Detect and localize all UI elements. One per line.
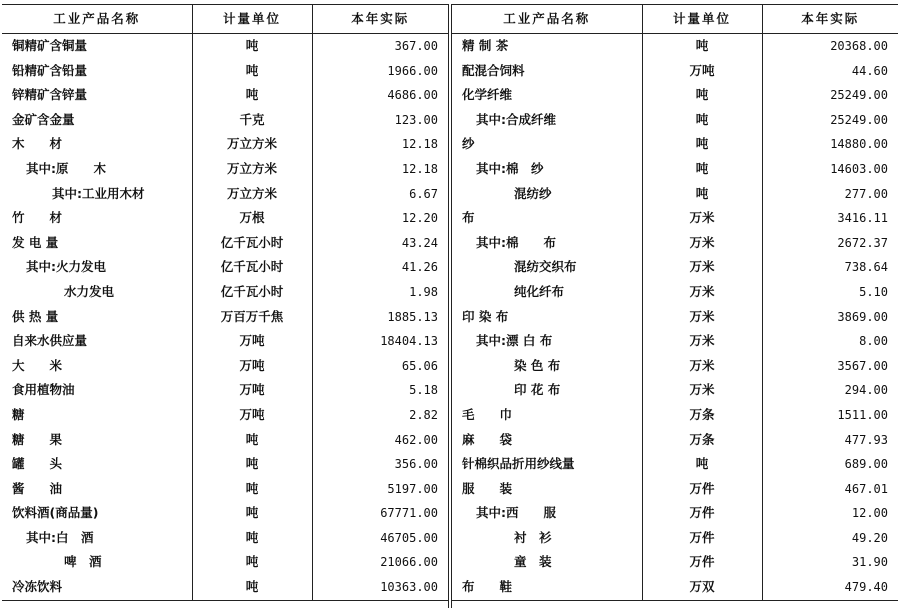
- product-name-cell: 童 装: [514, 554, 552, 570]
- value-cell: 1511.00: [762, 403, 898, 428]
- table-row: [2, 83, 448, 108]
- unit-cell: 万立方米: [192, 182, 312, 207]
- table-row: [2, 305, 448, 330]
- unit-cell: 吨: [642, 157, 762, 182]
- product-name-cell: 竹 材: [12, 210, 63, 226]
- value-cell: 12.18: [312, 132, 448, 157]
- product-name-cell: 其中:火力发电: [26, 259, 106, 275]
- product-name-cell: 其中:原 木: [26, 160, 106, 176]
- table-row: [452, 477, 898, 502]
- table-row: [452, 550, 898, 575]
- table-row: [2, 501, 448, 526]
- unit-cell: 万吨: [192, 354, 312, 379]
- product-name-cell: 其中:合成纤维: [476, 111, 556, 127]
- table-row: [2, 132, 448, 157]
- header-unit: 计量单位: [192, 5, 312, 34]
- unit-cell: 吨: [192, 59, 312, 84]
- product-name-cell: 其中:漂 白 布: [476, 333, 553, 349]
- unit-cell: 万吨: [642, 59, 762, 84]
- table-row: [452, 34, 898, 59]
- product-name-cell: 其中:棉 布: [476, 234, 556, 250]
- product-name-cell: 大 米: [12, 357, 63, 373]
- header-unit: 计量单位: [642, 5, 762, 34]
- value-cell: 467.01: [762, 477, 898, 502]
- value-cell: 4686.00: [312, 83, 448, 108]
- value-cell: 3416.11: [762, 206, 898, 231]
- unit-cell: 万立方米: [192, 157, 312, 182]
- value-cell: 5197.00: [312, 477, 448, 502]
- product-name-cell: 铜精矿含铜量: [12, 38, 88, 53]
- product-name-cell: 毛 巾: [462, 406, 513, 422]
- value-cell: 46705.00: [312, 526, 448, 551]
- product-name-cell: 饮料酒(商品量): [12, 505, 99, 521]
- unit-cell: 万件: [642, 550, 762, 575]
- table-row: [452, 157, 898, 182]
- table-row: [2, 477, 448, 502]
- table-row: [452, 428, 898, 453]
- unit-cell: 万件: [642, 477, 762, 502]
- value-cell: 44.60: [762, 59, 898, 84]
- table-row: [452, 231, 898, 256]
- unit-cell: 万米: [642, 329, 762, 354]
- value-cell: 67771.00: [312, 501, 448, 526]
- unit-cell: 万米: [642, 280, 762, 305]
- value-cell: 277.00: [762, 182, 898, 207]
- table-row: [452, 206, 898, 231]
- unit-cell: 万立方米: [192, 132, 312, 157]
- product-name-cell: 化学纤维: [462, 87, 513, 103]
- value-cell: 31.90: [762, 550, 898, 575]
- value-cell: 3869.00: [762, 305, 898, 330]
- value-cell: 356.00: [312, 452, 448, 477]
- value-cell: 367.00: [312, 34, 448, 59]
- product-name-cell: 供 热 量: [12, 308, 59, 324]
- value-cell: 21066.00: [312, 550, 448, 575]
- value-cell: 5.10: [762, 280, 898, 305]
- value-cell: 20368.00: [762, 34, 898, 59]
- table-row: [452, 329, 898, 354]
- table-row: [452, 108, 898, 133]
- value-cell: 43.24: [312, 231, 448, 256]
- table-row: [452, 501, 898, 526]
- product-name-cell: 锌精矿含锌量: [12, 87, 88, 103]
- product-name-cell: 麻 袋: [462, 431, 513, 447]
- product-name-cell: 木 材: [12, 136, 63, 152]
- unit-cell: 吨: [192, 83, 312, 108]
- table-row: [2, 354, 448, 379]
- product-name-cell: 精 制 茶: [462, 38, 509, 53]
- unit-cell: 万条: [642, 428, 762, 453]
- product-name-cell: 配混合饲料: [462, 62, 525, 78]
- value-cell: 25249.00: [762, 83, 898, 108]
- table-row: [452, 59, 898, 84]
- unit-cell: 亿千瓦小时: [192, 231, 312, 256]
- unit-cell: 千克: [192, 108, 312, 133]
- table-row: [2, 157, 448, 182]
- unit-cell: 吨: [642, 83, 762, 108]
- table-row: [2, 206, 448, 231]
- table-row: [452, 132, 898, 157]
- value-cell: 477.93: [762, 428, 898, 453]
- table-body-left: [2, 34, 448, 601]
- value-cell: 294.00: [762, 378, 898, 403]
- product-name-cell: 糖: [12, 406, 25, 422]
- unit-cell: 万条: [642, 403, 762, 428]
- value-cell: 6.67: [312, 182, 448, 207]
- value-cell: 479.40: [762, 575, 898, 600]
- header-row: [2, 5, 448, 34]
- unit-cell: 万吨: [192, 378, 312, 403]
- value-cell: 8.00: [762, 329, 898, 354]
- header-actual-value: 本年实际: [312, 5, 448, 34]
- product-name-cell: 自来水供应量: [12, 333, 88, 349]
- value-cell: 65.06: [312, 354, 448, 379]
- table-row: [452, 255, 898, 280]
- unit-cell: 万吨: [192, 329, 312, 354]
- unit-cell: 吨: [192, 477, 312, 502]
- unit-cell: 吨: [192, 452, 312, 477]
- value-cell: 123.00: [312, 108, 448, 133]
- table-row: [452, 452, 898, 477]
- table-row: [452, 83, 898, 108]
- table-row: [2, 329, 448, 354]
- value-cell: 14880.00: [762, 132, 898, 157]
- value-cell: 3567.00: [762, 354, 898, 379]
- unit-cell: 万双: [642, 575, 762, 600]
- value-cell: 738.64: [762, 255, 898, 280]
- value-cell: 49.20: [762, 526, 898, 551]
- table-row: [2, 428, 448, 453]
- value-cell: 12.00: [762, 501, 898, 526]
- unit-cell: 吨: [192, 428, 312, 453]
- unit-cell: 万米: [642, 378, 762, 403]
- product-name-cell: 其中:棉 纱: [476, 160, 544, 176]
- value-cell: 10363.00: [312, 575, 448, 600]
- unit-cell: 吨: [192, 501, 312, 526]
- unit-cell: 亿千瓦小时: [192, 255, 312, 280]
- table-row: [452, 403, 898, 428]
- value-cell: 689.00: [762, 452, 898, 477]
- unit-cell: 万米: [642, 305, 762, 330]
- product-name-cell: 针棉织品折用纱线量: [462, 456, 575, 472]
- table-row: [2, 452, 448, 477]
- unit-cell: 吨: [192, 575, 312, 600]
- value-cell: 462.00: [312, 428, 448, 453]
- value-cell: 5.18: [312, 378, 448, 403]
- product-name-cell: 发 电 量: [12, 234, 59, 250]
- value-cell: 14603.00: [762, 157, 898, 182]
- unit-cell: 吨: [642, 108, 762, 133]
- value-cell: 2672.37: [762, 231, 898, 256]
- product-name-cell: 其中:白 酒: [26, 529, 94, 545]
- product-name-cell: 印 染 布: [462, 308, 509, 324]
- value-cell: 25249.00: [762, 108, 898, 133]
- table-row: [2, 378, 448, 403]
- product-name-cell: 糖 果: [12, 431, 63, 447]
- unit-cell: 吨: [192, 526, 312, 551]
- header-actual-value: 本年实际: [762, 5, 898, 34]
- product-name-cell: 纱: [462, 136, 475, 152]
- table-row: [2, 182, 448, 207]
- table-row: [2, 403, 448, 428]
- product-name-cell: 布 鞋: [452, 575, 642, 600]
- unit-cell: 万米: [642, 354, 762, 379]
- table-row: [2, 280, 448, 305]
- table-row: [452, 182, 898, 207]
- product-name-cell: 铅精矿含铅量: [12, 62, 88, 78]
- value-cell: 1.98: [312, 280, 448, 305]
- unit-cell: 万米: [642, 231, 762, 256]
- product-name-cell: 罐 头: [12, 456, 63, 472]
- value-cell: 1966.00: [312, 59, 448, 84]
- product-name-cell: 食用植物油: [12, 382, 75, 398]
- table-row: [2, 59, 448, 84]
- unit-cell: 吨: [642, 34, 762, 59]
- product-name-cell: 啤 酒: [64, 554, 102, 570]
- table-row: [2, 575, 448, 600]
- product-name-cell: 纯化纤布: [514, 283, 565, 299]
- table-row: [452, 378, 898, 403]
- product-name-cell: 其中:工业用木材: [52, 185, 145, 201]
- production-table-left: [2, 4, 448, 601]
- table-row: [2, 526, 448, 551]
- unit-cell: 吨: [192, 550, 312, 575]
- table-row: [2, 255, 448, 280]
- unit-cell: 吨: [642, 182, 762, 207]
- header-product-name: 工业产品名称: [452, 5, 642, 34]
- value-cell: 18404.13: [312, 329, 448, 354]
- unit-cell: 万米: [642, 255, 762, 280]
- value-cell: 12.18: [312, 157, 448, 182]
- table-row: [2, 231, 448, 256]
- product-name-cell: 印 花 布: [514, 382, 561, 398]
- product-name-cell: 染 色 布: [514, 357, 561, 373]
- product-name-cell: 布: [462, 210, 475, 226]
- value-cell: 2.82: [312, 403, 448, 428]
- table-row: [2, 108, 448, 133]
- product-name-cell: 水力发电: [64, 283, 115, 299]
- product-name-cell: 酱 油: [12, 480, 63, 496]
- unit-cell: 吨: [642, 452, 762, 477]
- table-row: [2, 34, 448, 59]
- header-product-name: 工业产品名称: [2, 5, 192, 34]
- product-name-cell: 混纺交织布: [514, 259, 577, 275]
- table-row: [452, 280, 898, 305]
- unit-cell: 万吨: [192, 403, 312, 428]
- unit-cell: 万米: [642, 206, 762, 231]
- header-row: [452, 5, 898, 34]
- unit-cell: 吨: [642, 132, 762, 157]
- table-row: [452, 526, 898, 551]
- value-cell: 41.26: [312, 255, 448, 280]
- product-name-cell: 其中:西 服: [476, 505, 556, 521]
- unit-cell: 万件: [642, 501, 762, 526]
- product-name-cell: 服 装: [462, 480, 513, 496]
- unit-cell: 亿千瓦小时: [192, 280, 312, 305]
- unit-cell: 万百万千焦: [192, 305, 312, 330]
- unit-cell: 吨: [192, 34, 312, 59]
- product-name-cell: 金矿含金量: [12, 111, 75, 127]
- table-body-right: [452, 34, 898, 601]
- table-row: [452, 305, 898, 330]
- table-row: [452, 354, 898, 379]
- product-name-cell: 衬 衫: [514, 529, 552, 545]
- product-name-cell: 冷冻饮料: [2, 575, 192, 600]
- value-cell: 12.20: [312, 206, 448, 231]
- unit-cell: 万根: [192, 206, 312, 231]
- table-row: [452, 575, 898, 600]
- production-table-right: [452, 4, 898, 601]
- value-cell: 1885.13: [312, 305, 448, 330]
- product-name-cell: 混纺纱: [514, 185, 552, 201]
- unit-cell: 万件: [642, 526, 762, 551]
- table-row: [2, 550, 448, 575]
